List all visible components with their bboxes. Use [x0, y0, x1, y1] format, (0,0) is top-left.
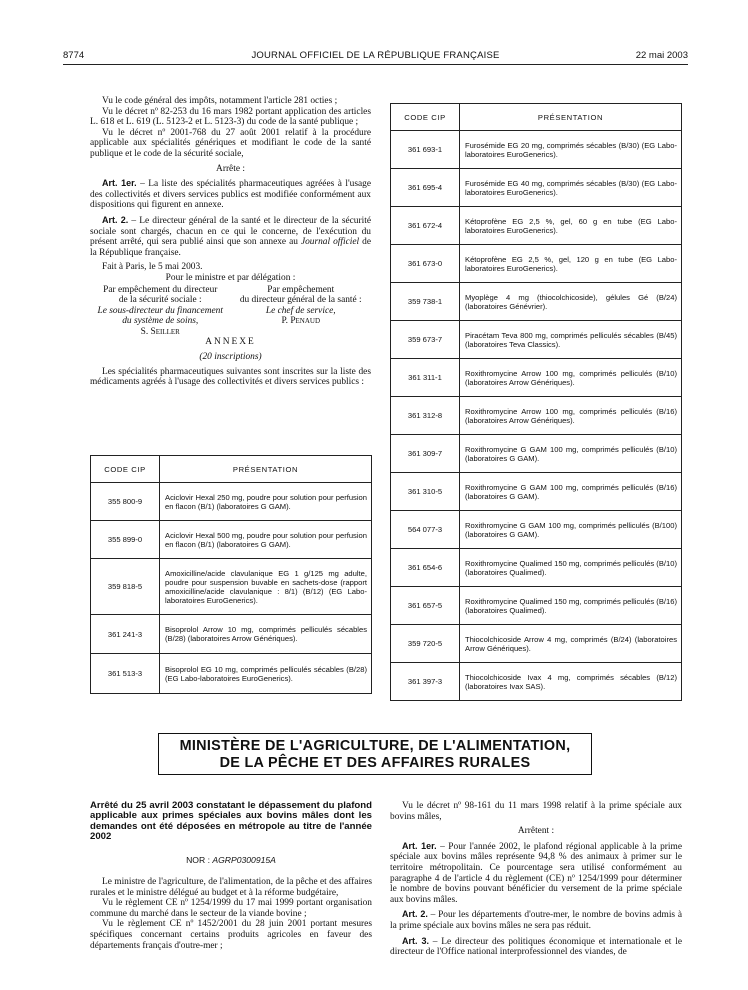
- presentation-text: Roxithromycine Qualimed 150 mg, comprimés pelliculés (B/16) (laboratoires Qualimed).: [460, 587, 682, 625]
- signature-right: [231, 285, 372, 338]
- signature-title: Le sous-directeur du financement: [97, 305, 223, 316]
- page-header: [63, 50, 688, 65]
- presentation-text: Amoxicilline/acide clavulanique EG 1 g/125 mg adulte, poudre pour suspension buvable en sachets-dose (rapport amoxicilline/acide clavulanique : 8/1) (B/12) (EG Labo-laboratoires EuroGenerics).: [160, 559, 372, 615]
- nor-value: AGRP0300915A: [212, 855, 276, 865]
- presentation-text: Myoplège 4 mg (thiocolchicoside), gélules Gé (B/24) (laboratoires Génévrier).: [460, 283, 682, 321]
- cip-code: 355 899-0: [91, 521, 160, 559]
- cip-code: 361 657-5: [391, 587, 460, 625]
- presentation-text: Thiocolchicoside Ivax 4 mg, comprimés sécables (B/12) (laboratoires Ivax SAS).: [460, 663, 682, 701]
- article-3: [390, 936, 682, 958]
- signature-line: Par empêchement: [267, 284, 335, 295]
- table-row: [391, 511, 682, 549]
- cip-code: 361 309-7: [391, 435, 460, 473]
- column-header-presentation: PRÉSENTATION: [460, 104, 682, 131]
- annexe-subtitle: (20 inscriptions): [199, 352, 262, 363]
- cip-code: 361 310-5: [391, 473, 460, 511]
- cip-code: 361 654-6: [391, 549, 460, 587]
- signature-line: Par empêchement du directeur: [103, 284, 218, 295]
- table-row: [391, 245, 682, 283]
- table-row: [391, 663, 682, 701]
- table-row: [91, 559, 372, 615]
- visa-paragraph: Vu le code général des impôts, notamment l'article 281 octies ;: [102, 96, 338, 106]
- arrete-title: Arrêté du 25 avril 2003 constatant le dépassement du plafond applicable aux primes spéciales aux bovins mâles dont les demandes ont été déposées en métropole au titre de l'année 2002: [90, 800, 372, 843]
- cip-code: 361 397-3: [391, 663, 460, 701]
- cip-code: 361 513-3: [91, 654, 160, 694]
- cip-code: 564 077-3: [391, 511, 460, 549]
- table-row: [391, 625, 682, 663]
- table-row: [91, 654, 372, 694]
- presentation-text: Bisoprolol Arrow 10 mg, comprimés pelliculés sécables (B/28) (laboratoires Arrow Génériques).: [160, 615, 372, 654]
- cip-code: 355 800-9: [91, 483, 160, 521]
- fait-a-paris: Fait à Paris, le 5 mai 2003.: [102, 262, 203, 273]
- journal-title: JOURNAL OFFICIEL DE LA RÉPUBLIQUE FRANÇAISE: [251, 50, 500, 61]
- cip-code: 361 672-4: [391, 207, 460, 245]
- table-row: [91, 615, 372, 654]
- arrete-body-left: [90, 877, 372, 951]
- body-paragraph: Vu le décret nº 98-161 du 11 mars 1998 relatif à la prime spéciale aux bovins mâles,: [390, 801, 682, 822]
- article-2: [90, 215, 371, 258]
- nor-label: NOR :: [186, 855, 213, 865]
- column-header-presentation: PRÉSENTATION: [160, 456, 372, 483]
- presentation-text: Furosémide EG 20 mg, comprimés sécables (B/30) (EG Labo-laboratoires EuroGenerics).: [460, 131, 682, 169]
- ministry-line: DE LA PÊCHE ET DES AFFAIRES RURALES: [219, 755, 531, 771]
- table-row: [391, 131, 682, 169]
- presentation-text: Aciclovir Hexal 250 mg, poudre pour solution pour perfusion en flacon (B/1) (laboratoires G GAM).: [160, 483, 372, 521]
- cip-code: 361 693-1: [391, 131, 460, 169]
- body-paragraph: Vu le règlement CE nº 1452/2001 du 28 juin 2001 portant mesures spécifiques concernant certains produits agricoles en faveur des départements français d'outre-mer ;: [90, 919, 372, 951]
- presentation-text: Piracétam Teva 800 mg, comprimés pelliculés sécables (B/45) (laboratoires Teva Classics).: [460, 321, 682, 359]
- presentation-text: Roxithromycine G GAM 100 mg, comprimés pelliculés (B/10) (laboratoires G GAM).: [460, 435, 682, 473]
- arrete-body-right: [390, 801, 682, 958]
- article-text: de la République française.: [90, 237, 371, 258]
- presentation-text: Roxithromycine G GAM 100 mg, comprimés pelliculés (B/16) (laboratoires G GAM).: [460, 473, 682, 511]
- article-1: [90, 178, 371, 211]
- cip-code: 361 673-0: [391, 245, 460, 283]
- signature-line: de la sécurité sociale :: [118, 295, 202, 306]
- cip-code: 361 311-1: [391, 359, 460, 397]
- cip-code: 359 818-5: [91, 559, 160, 615]
- article-label: Art. 3.: [402, 935, 429, 946]
- annexe-table-left: [90, 455, 372, 694]
- table-row: [391, 397, 682, 435]
- body-paragraph: Vu le règlement CE nº 1254/1999 du 17 mai 1999 portant organisation commune du marché dans le secteur de la viande bovine ;: [90, 898, 372, 919]
- ministry-banner: [158, 733, 592, 775]
- signature-left: [90, 285, 231, 338]
- article-label: Art. 1er.: [102, 178, 137, 189]
- article-text: – La liste des spécialités pharmaceutiques agréées à l'usage des collectivités et divers services publics est modifiée conformément aux dispositions qui figurent en annexe.: [90, 179, 371, 211]
- visa-paragraph: Vu le décret nº 2001-768 du 27 août 2001 relatif à la procédure applicable aux spécialités génériques et modifiant le code de la santé publique et le code de la sécurité sociale,: [90, 127, 371, 159]
- presentation-text: Roxithromycine Arrow 100 mg, comprimés pelliculés (B/16) (laboratoires Arrow Génériques).: [460, 397, 682, 435]
- left-column: [90, 96, 371, 388]
- presentation-text: Thiocolchicoside Arrow 4 mg, comprimés (B/24) (laboratoires Arrow Génériques).: [460, 625, 682, 663]
- signatory-name: P. Penaud: [281, 316, 321, 327]
- table-row: [391, 359, 682, 397]
- presentation-text: Kétoprofène EG 2,5 %, gel, 60 g en tube (EG Labo-laboratoires EuroGenerics).: [460, 207, 682, 245]
- table-header-row: [91, 456, 372, 483]
- article-2: [390, 909, 682, 931]
- annexe-intro: Les spécialités pharmaceutiques suivantes sont inscrites sur la liste des médicaments agréés à l'usage des collectivités et divers services publics :: [90, 366, 371, 388]
- page-number: 8774: [63, 50, 85, 61]
- article-text: – Le directeur général de la santé et le directeur de la sécurité sociale sont chargés, chacun en ce qui le concerne, de l'exécution du présent arrêté, qui sera publié ainsi que son annexe au: [90, 215, 371, 248]
- arretent-heading: Arrêtent :: [517, 826, 555, 837]
- table-row: [391, 549, 682, 587]
- column-header-code: CODE CIP: [391, 104, 460, 131]
- delegation-line: Pour le ministre et par délégation :: [165, 272, 296, 283]
- signature-line: du directeur général de la santé :: [239, 295, 362, 306]
- body-paragraph: Le ministre de l'agriculture, de l'alimentation, de la pêche et des affaires rurales et le ministre délégué au budget et à la réforme budgétaire,: [90, 877, 372, 898]
- cip-code: 359 720-5: [391, 625, 460, 663]
- presentation-text: Roxithromycine Qualimed 150 mg, comprimés pelliculés (B/10) (laboratoires Qualimed).: [460, 549, 682, 587]
- table-row: [91, 483, 372, 521]
- article-label: Art. 2.: [402, 909, 428, 920]
- signature-title: du système de soins,: [122, 316, 199, 327]
- nor-reference: [90, 855, 372, 865]
- issue-date: 22 mai 2003: [635, 50, 688, 61]
- article-text: – Pour l'année 2002, le plafond régional applicable à la prime spéciale aux bovins mâles représente 94,8 % des animaux à primer sur le territoire métropolitain. Ce pourcentage sera utilisé conformément au paragraphe 4 de l'article 4 du règlement (CE) nº 1254/1999 pour déterminer le nombre de bovins pouvant bénéficier du versement de la prime spéciale aux bovins mâles.: [390, 841, 682, 905]
- table-row: [391, 587, 682, 625]
- table-row: [391, 207, 682, 245]
- signatory-name: S. Seiller: [140, 326, 180, 337]
- table-row: [391, 169, 682, 207]
- annexe-table-right: [390, 103, 682, 701]
- cip-code: 359 738-1: [391, 283, 460, 321]
- arrete-heading: Arrête :: [216, 163, 245, 174]
- signatures: [90, 285, 371, 338]
- article-text: – Pour les départements d'outre-mer, le nombre de bovins admis à la prime spéciale aux bovins mâles ne sera pas réduit.: [390, 910, 682, 931]
- presentation-text: Furosémide EG 40 mg, comprimés sécables (B/30) (EG Labo-laboratoires EuroGenerics).: [460, 169, 682, 207]
- visa-paragraph: Vu le décret nº 82-253 du 16 mars 1982 portant application des articles L. 618 et L. 619 (L. 5123-2 et L. 5123-3) du code de la santé publique ;: [90, 106, 371, 128]
- annexe-title: ANNEXE: [205, 337, 256, 348]
- table-row: [391, 435, 682, 473]
- table-header-row: [391, 104, 682, 131]
- table-row: [391, 473, 682, 511]
- table-row: [391, 283, 682, 321]
- article-label: Art. 2.: [102, 214, 129, 225]
- presentation-text: Roxithromycine Arrow 100 mg, comprimés pelliculés (B/10) (laboratoires Arrow Génériques).: [460, 359, 682, 397]
- article-1: [390, 841, 682, 906]
- journal-officiel: Journal officiel: [300, 237, 360, 248]
- cip-code: 361 241-3: [91, 615, 160, 654]
- cip-code: 361 312-8: [391, 397, 460, 435]
- article-label: Art. 1er.: [402, 840, 437, 851]
- table-row: [91, 521, 372, 559]
- ministry-line: MINISTÈRE DE L'AGRICULTURE, DE L'ALIMENTATION,: [179, 738, 571, 754]
- cip-code: 359 673-7: [391, 321, 460, 359]
- presentation-text: Bisoprolol EG 10 mg, comprimés pelliculés sécables (B/28) (EG Labo-laboratoires EuroGenerics).: [160, 654, 372, 694]
- article-text: – Le directeur des politiques économique et internationale et le directeur de l'Office national interprofessionnel des viandes, de: [390, 936, 682, 958]
- column-header-code: CODE CIP: [91, 456, 160, 483]
- signature-title: Le chef de service,: [265, 305, 336, 316]
- table-row: [391, 321, 682, 359]
- presentation-text: Aciclovir Hexal 500 mg, poudre pour solution pour perfusion en flacon (B/1) (laboratoires G GAM).: [160, 521, 372, 559]
- cip-code: 361 695-4: [391, 169, 460, 207]
- presentation-text: Kétoprofène EG 2,5 %, gel, 120 g en tube (EG Labo-laboratoires EuroGenerics).: [460, 245, 682, 283]
- presentation-text: Roxithromycine G GAM 100 mg, comprimés pelliculés (B/100) (laboratoires G GAM).: [460, 511, 682, 549]
